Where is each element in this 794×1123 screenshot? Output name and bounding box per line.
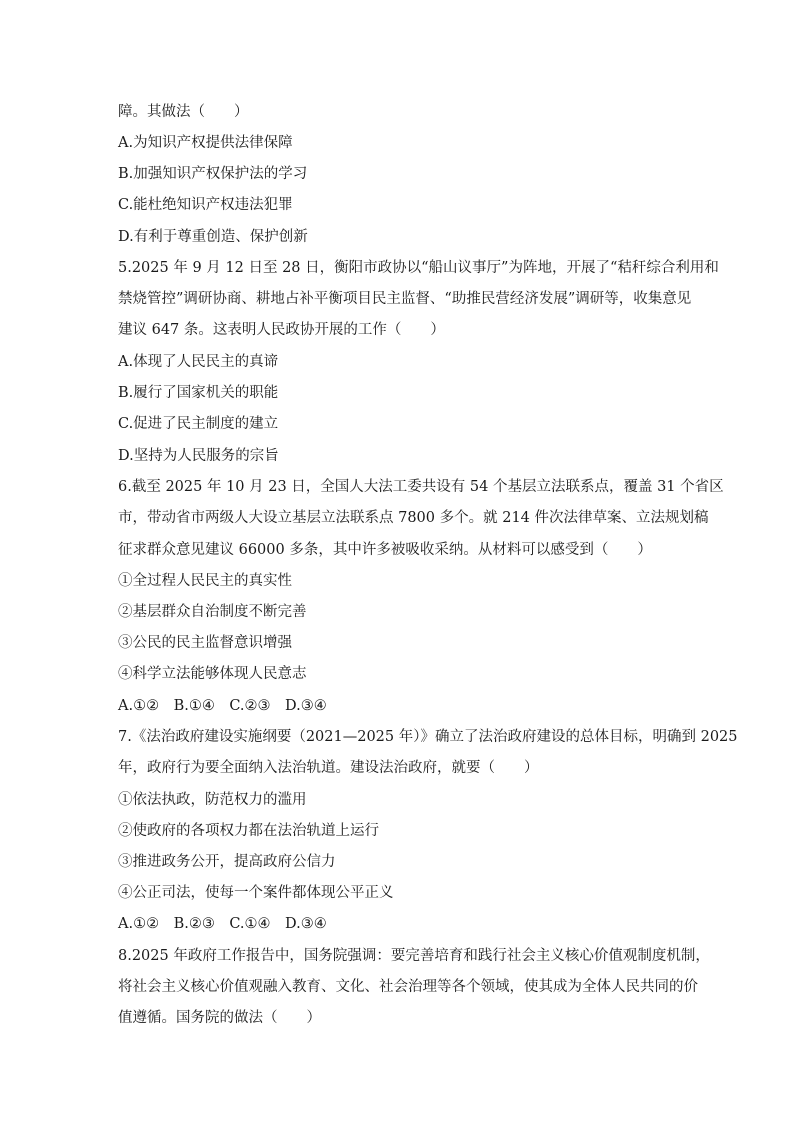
statement-line: ④公正司法，使每一个案件都体现公平正义 [118, 885, 394, 901]
question-6-text: 6.截至 2025 年 10 月 23 日，全国人大法工委共设有 54 个基层立法联系点，覆盖 31 个省区 [118, 479, 724, 495]
question-6-text: 征求群众意见建议 66000 多条，其中许多被吸收采纳。从材料可以感受到（ ） [118, 542, 652, 558]
answer-options: A.①② B.①④ C.②③ D.③④ [118, 698, 327, 714]
statement-line: ②使政府的各项权力都在法治轨道上运行 [118, 823, 379, 839]
answer-options: A.①② B.②③ C.①④ D.③④ [118, 916, 327, 932]
statement-line: ③推进政务公开，提高政府公信力 [118, 854, 336, 870]
option-line: A.为知识产权提供法律保障 [118, 135, 293, 151]
option-line: C.能杜绝知识产权违法犯罪 [118, 197, 293, 213]
statement-line: ③公民的民主监督意识增强 [118, 635, 292, 651]
question-5-text: 5.2025 年 9 月 12 日至 28 日，衡阳市政协以“船山议事厅”为阵地，开展了“秸秆综合利用和 [118, 260, 719, 276]
text-line: 障。其做法（ ） [118, 104, 249, 120]
option-line: D.有利于尊重创造、保护创新 [118, 229, 308, 245]
question-5-text: 禁烧管控”调研协商、耕地占补平衡项目民主监督、“助推民营经济发展”调研等，收集意见 [118, 291, 692, 307]
statement-line: ④科学立法能够体现人民意志 [118, 666, 307, 682]
question-7-text: 年，政府行为要全面纳入法治轨道。建设法治政府，就要（ ） [118, 760, 539, 776]
option-line: C.促进了民主制度的建立 [118, 416, 279, 432]
option-line: B.履行了国家机关的职能 [118, 385, 279, 401]
option-line: D.坚持为人民服务的宗旨 [118, 448, 279, 464]
question-8-text: 将社会主义核心价值观融入教育、文化、社会治理等各个领域，使其成为全体人民共同的价 [118, 979, 698, 995]
statement-line: ①依法执政，防范权力的滥用 [118, 792, 307, 808]
statement-line: ②基层群众自治制度不断完善 [118, 604, 307, 620]
question-6-text: 市，带动省市两级人大设立基层立法联系点 7800 多个。就 214 件次法律草案、立法规划稿 [118, 510, 709, 526]
question-5-text: 建议 647 条。这表明人民政协开展的工作（ ） [118, 322, 445, 338]
question-7-text: 7.《法治政府建设实施纲要（2021—2025 年）》确立了法治政府建设的总体目标，明确到 2025 [118, 729, 738, 745]
statement-line: ①全过程人民民主的真实性 [118, 573, 292, 589]
question-8-text: 值遵循。国务院的做法（ ） [118, 1010, 321, 1026]
question-8-text: 8.2025 年政府工作报告中，国务院强调：要完善培育和践行社会主义核心价值观制度机制， [118, 948, 710, 964]
option-line: B.加强知识产权保护法的学习 [118, 166, 308, 182]
option-line: A.体现了人民民主的真谛 [118, 354, 279, 370]
